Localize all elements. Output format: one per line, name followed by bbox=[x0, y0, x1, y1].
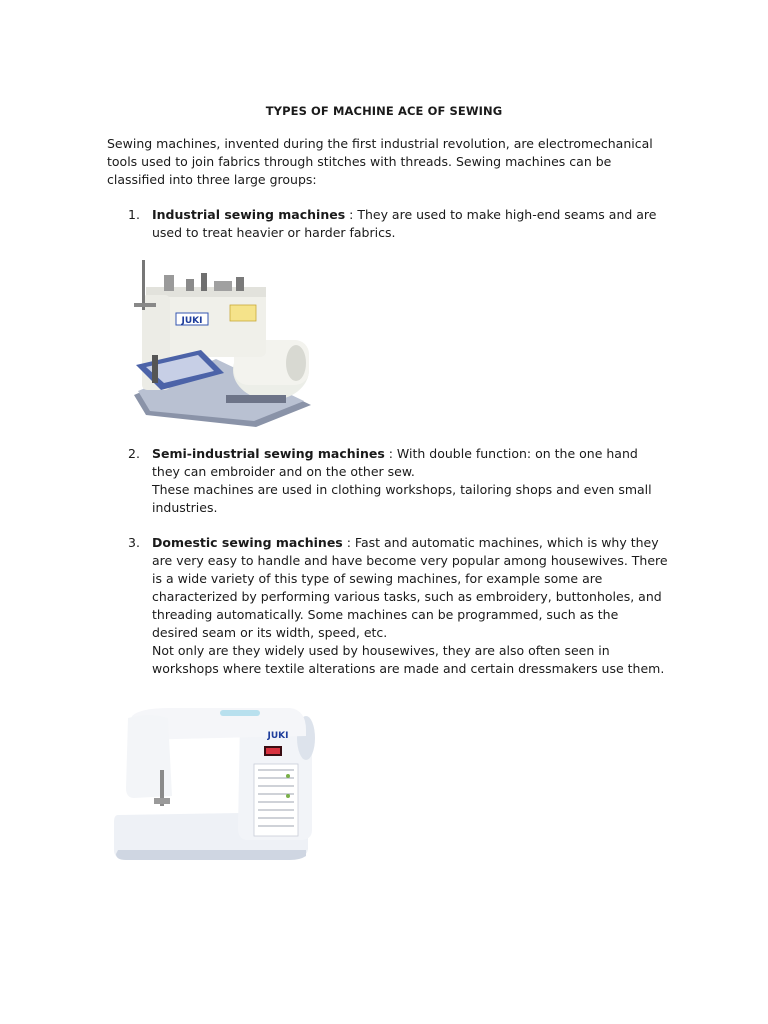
brand-logo: JUKI bbox=[267, 731, 289, 741]
list-item-semi-industrial bbox=[128, 445, 668, 517]
list-number: 2. bbox=[128, 446, 140, 461]
list-item-body bbox=[152, 206, 668, 242]
item-text: : Fast and automatic machines, which is why they are very easy to handle and have become very popular among housewives. There is a wide variety of this type of sewing machines, for example some are characterized by performing various tasks, such as embroidery, buttonholes, and threading automatically. Some machines can be programmed, such as the desired seam or its width, speed, etc. bbox=[152, 535, 668, 640]
item-heading: Industrial sewing machines bbox=[152, 207, 346, 222]
list-item-body bbox=[152, 534, 668, 678]
item-text: : They are used to make high-end seams and are used to treat heavier or harder fabrics. bbox=[152, 207, 657, 240]
item-extra-text: These machines are used in clothing workshops, tailoring shops and even small industries. bbox=[152, 482, 652, 515]
intro-paragraph: Sewing machines, invented during the first industrial revolution, are electromechanical tools used to join fabrics through stitches with threads. Sewing machines can be classified into three large groups: bbox=[107, 136, 653, 187]
item-heading: Semi-industrial sewing machines bbox=[152, 446, 385, 461]
list-item-body bbox=[152, 445, 668, 517]
list-number: 3. bbox=[128, 535, 140, 550]
brand-logo: JUKI bbox=[181, 316, 203, 326]
page-title: TYPES OF MACHINE ACE OF SEWING bbox=[265, 104, 503, 118]
industrial-machine-image bbox=[106, 255, 316, 430]
item-heading: Domestic sewing machines bbox=[152, 535, 343, 550]
list-item-domestic bbox=[128, 534, 668, 678]
item-text: : With double function: on the one hand they can embroider and on the other sew. bbox=[152, 446, 638, 479]
list-number: 1. bbox=[128, 207, 140, 222]
domestic-machine-image bbox=[110, 700, 320, 865]
list-item-industrial bbox=[128, 206, 668, 242]
item-extra-text: Not only are they widely used by housewives, they are also often seen in workshops where textile alterations are made and certain dressmakers use them. bbox=[152, 643, 665, 676]
